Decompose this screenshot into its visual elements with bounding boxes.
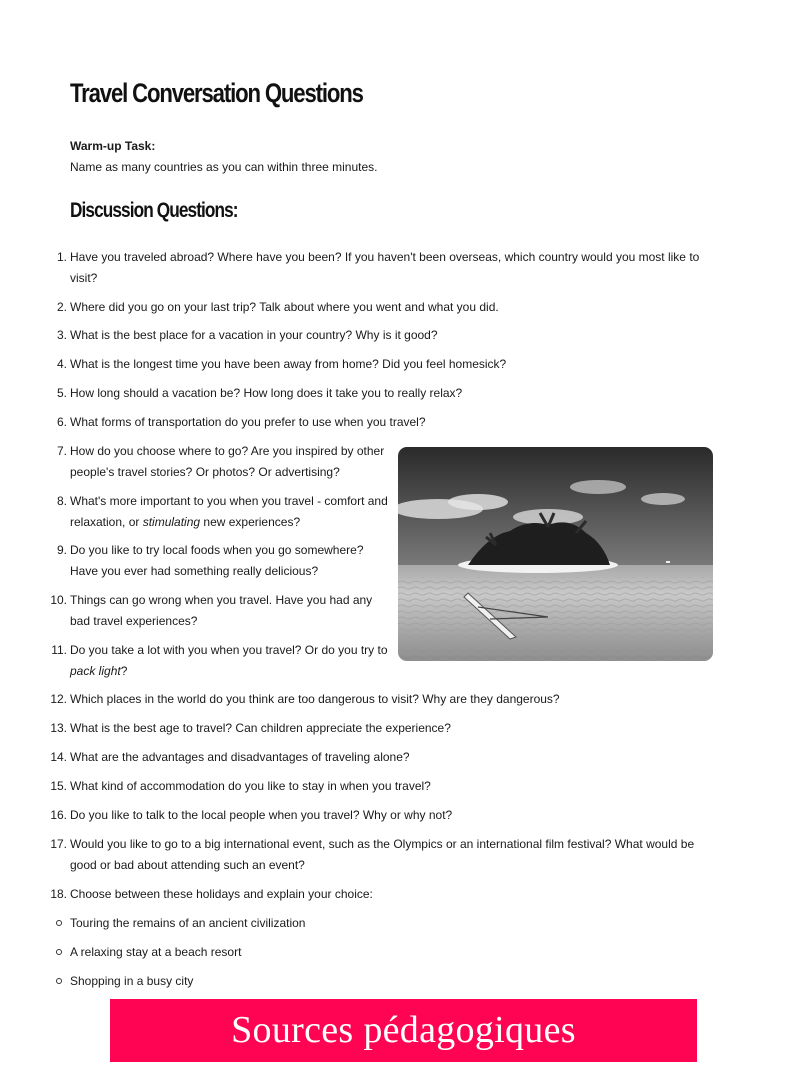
question-item [50,689,720,710]
warmup-label: Warm-up Task: [70,139,156,153]
question-text-part: Do you take a lot with you when you travel? Or do you try to [70,643,388,657]
question-number: 2. [56,300,67,314]
question-item [51,640,388,682]
question-emphasis: pack light [70,664,121,678]
question-number: 10. [50,593,67,607]
question-number: 9. [56,543,67,557]
question-number: 18. [50,887,67,901]
question-text: Do you like to try local foods when you go somewhere? Have you ever had something really delicious? [70,543,364,578]
question-number: 14. [50,750,67,764]
question-text: Where did you go on your last trip? Talk about where you went and what you did. [70,300,499,314]
question-text: What kind of accommodation do you like to stay in when you travel? [70,779,431,793]
question-text: Do you like to talk to the local people when you travel? Why or why not? [70,808,453,822]
holiday-option: A relaxing stay at a beach resort [70,942,241,963]
question-number: 7. [56,444,67,458]
question-item [50,718,720,739]
question-item [56,247,710,289]
question-number: 1. [56,250,67,264]
question-number: 6. [56,415,67,429]
page-title: Travel Conversation Questions [70,78,363,108]
question-number: 5. [56,386,67,400]
sources-banner: Sources pédagogiques [110,999,697,1062]
question-text: How do you choose where to go? Are you inspired by other people's travel stories? Or photos? Or advertising? [70,444,385,479]
question-item [50,834,710,876]
question-item [50,884,720,905]
question-item [56,354,720,375]
question-number: 8. [56,494,67,508]
question-item [56,383,720,404]
question-text: Choose between these holidays and explain your choice: [70,887,373,901]
question-text: Have you traveled abroad? Where have you been? If you haven't been overseas, which country would you most like to visit? [70,250,700,285]
question-number: 15. [50,779,67,793]
beach-island-photo [398,447,713,661]
question-item [50,776,720,797]
question-text-part: new experiences? [200,515,301,529]
question-emphasis: stimulating [142,515,201,529]
question-item [56,325,720,346]
question-number: 4. [56,357,67,371]
question-number: 13. [50,721,67,735]
question-text: What is the best age to travel? Can children appreciate the experience? [70,721,451,735]
question-text: What is the best place for a vacation in your country? Why is it good? [70,328,438,342]
question-item [56,491,388,533]
question-text: What forms of transportation do you prefer to use when you travel? [70,415,426,429]
question-item [50,590,388,632]
question-text: How long should a vacation be? How long does it take you to really relax? [70,386,463,400]
question-number: 17. [50,837,67,851]
holiday-option: Touring the remains of an ancient civilization [70,913,305,934]
question-number: 12. [50,692,67,706]
question-item [56,441,388,483]
warmup-text: Name as many countries as you can within three minutes. [70,160,378,174]
question-item [50,747,720,768]
discussion-heading: Discussion Questions: [70,199,238,222]
question-number: 16. [50,808,67,822]
question-item [56,540,388,582]
question-item [56,297,720,318]
question-text: What are the advantages and disadvantages of traveling alone? [70,750,410,764]
question-item [56,412,720,433]
question-number: 3. [56,328,67,342]
question-text: Which places in the world do you think are too dangerous to visit? Why are they dangerous? [70,692,560,706]
question-text: What is the longest time you have been away from home? Did you feel homesick? [70,357,507,371]
question-text: Would you like to go to a big international event, such as the Olympics or an international film festival? What would be good or bad about attending such an event? [70,837,695,872]
question-text: Things can go wrong when you travel. Have you had any bad travel experiences? [70,593,373,628]
question-text-part: ? [120,664,128,678]
holiday-option: Shopping in a busy city [70,971,193,992]
question-item [50,805,720,826]
question-number: 11. [51,643,67,657]
question-text-part: What's more important to you when you travel - comfort and relaxation, or [70,494,388,529]
